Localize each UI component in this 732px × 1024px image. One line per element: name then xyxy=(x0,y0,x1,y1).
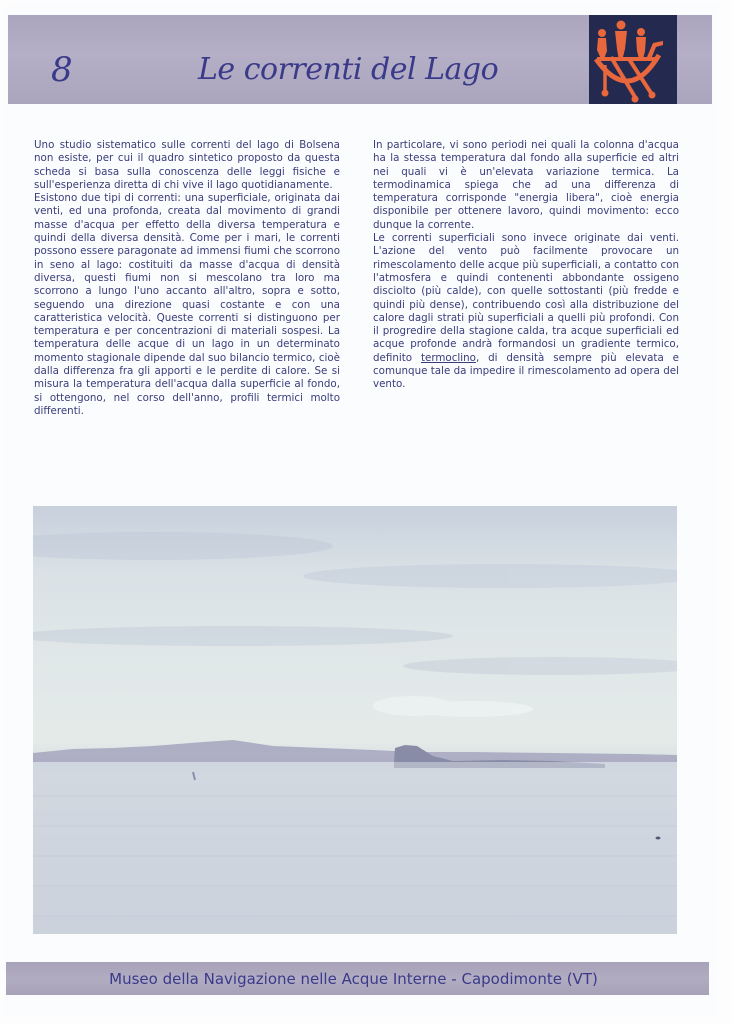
paragraph-text: Le correnti superficiali sono invece originate dai venti. L'azione del vento può facilmente provocare un rimescolamento delle acque più superficiali, a contatto con l'atmosfera e quindi contenenti abbondante ossigeno disciolto (più calde), con quelle sottostanti (più fredde e quindi più dense), contribuendo così alla distribuzione del calore dagli strati più superficiali a quelli più profondi. Con il progredire della stagione calda, tra acque superficiali ed acque profonde andrà formandosi un gradiente termico, definito xyxy=(373,232,679,364)
paragraph-text: , di densità sempre più elevata e comunque tale da impedire il rimescolamento ad opera del vento. xyxy=(373,351,679,391)
page-number: 8 xyxy=(51,50,73,90)
paragraph: Esistono due tipi di correnti: una superficiale, originata dai venti, ed una profonda, creata dal movimento di grandi masse d'acqua per effetto della diversa temperatura e quindi della diversa densità. Come per i mari, le correnti possono essere paragonate ad immensi fiumi che scorrono in seno al lago: costituiti da masse d'acqua di densità diversa, questi fiumi non si mescolano tra loro ma scorrono a lungo l'uno accanto all'altro, sopra e sotto, seguendo una direzione quasi costante e con una caratteristica velocità. Queste correnti si distinguono per temperatura e per concentrazioni di materiali sospesi. La temperatura delle acque di un lago in un determinato momento stagionale dipende dal suo bilancio termico, cioè dalla differenza fra gli apporti e le perdite di calore. Se si misura la temperatura dell'acqua dalla superficie al fondo, si ottengono, nel corso dell'anno, profili termici molto differenti. xyxy=(34,192,340,417)
paragraph xyxy=(373,232,679,392)
boat-with-figures-icon xyxy=(589,15,677,104)
lake-water xyxy=(33,762,677,934)
paragraph: In particolare, vi sono periodi nei quali la colonna d'acqua ha la stessa temperatura dal fondo alla superficie ed altri nei quali vi è un'elevata variazione termica. La termodinamica spiega che ad una differenza di temperatura corrisponde "energia libera", cioè energia disponibile per ottenere lavoro, quindi movimento: ecco dunque la corrente. xyxy=(373,139,679,231)
right-column xyxy=(373,139,679,392)
bird xyxy=(656,837,661,840)
distant-hills xyxy=(33,740,677,762)
footer-text: Museo della Navigazione nelle Acque Interne - Capodimonte (VT) xyxy=(109,970,598,988)
lake-photo xyxy=(33,506,677,934)
page-title: Le correnti del Lago xyxy=(198,52,499,87)
cloud-puff xyxy=(373,696,533,717)
paragraph: Uno studio sistematico sulle correnti del lago di Bolsena non esiste, per cui il quadro sintetico proposto da questa scheda si basa sulla conoscenza delle leggi fisiche e sull'esperienza diretta di chi vive il lago quotidianamente. xyxy=(34,139,340,191)
left-column xyxy=(34,139,340,418)
footer-band xyxy=(6,962,709,995)
termoclino-link[interactable]: termoclino xyxy=(420,351,476,364)
cloud-streaks xyxy=(33,532,677,675)
